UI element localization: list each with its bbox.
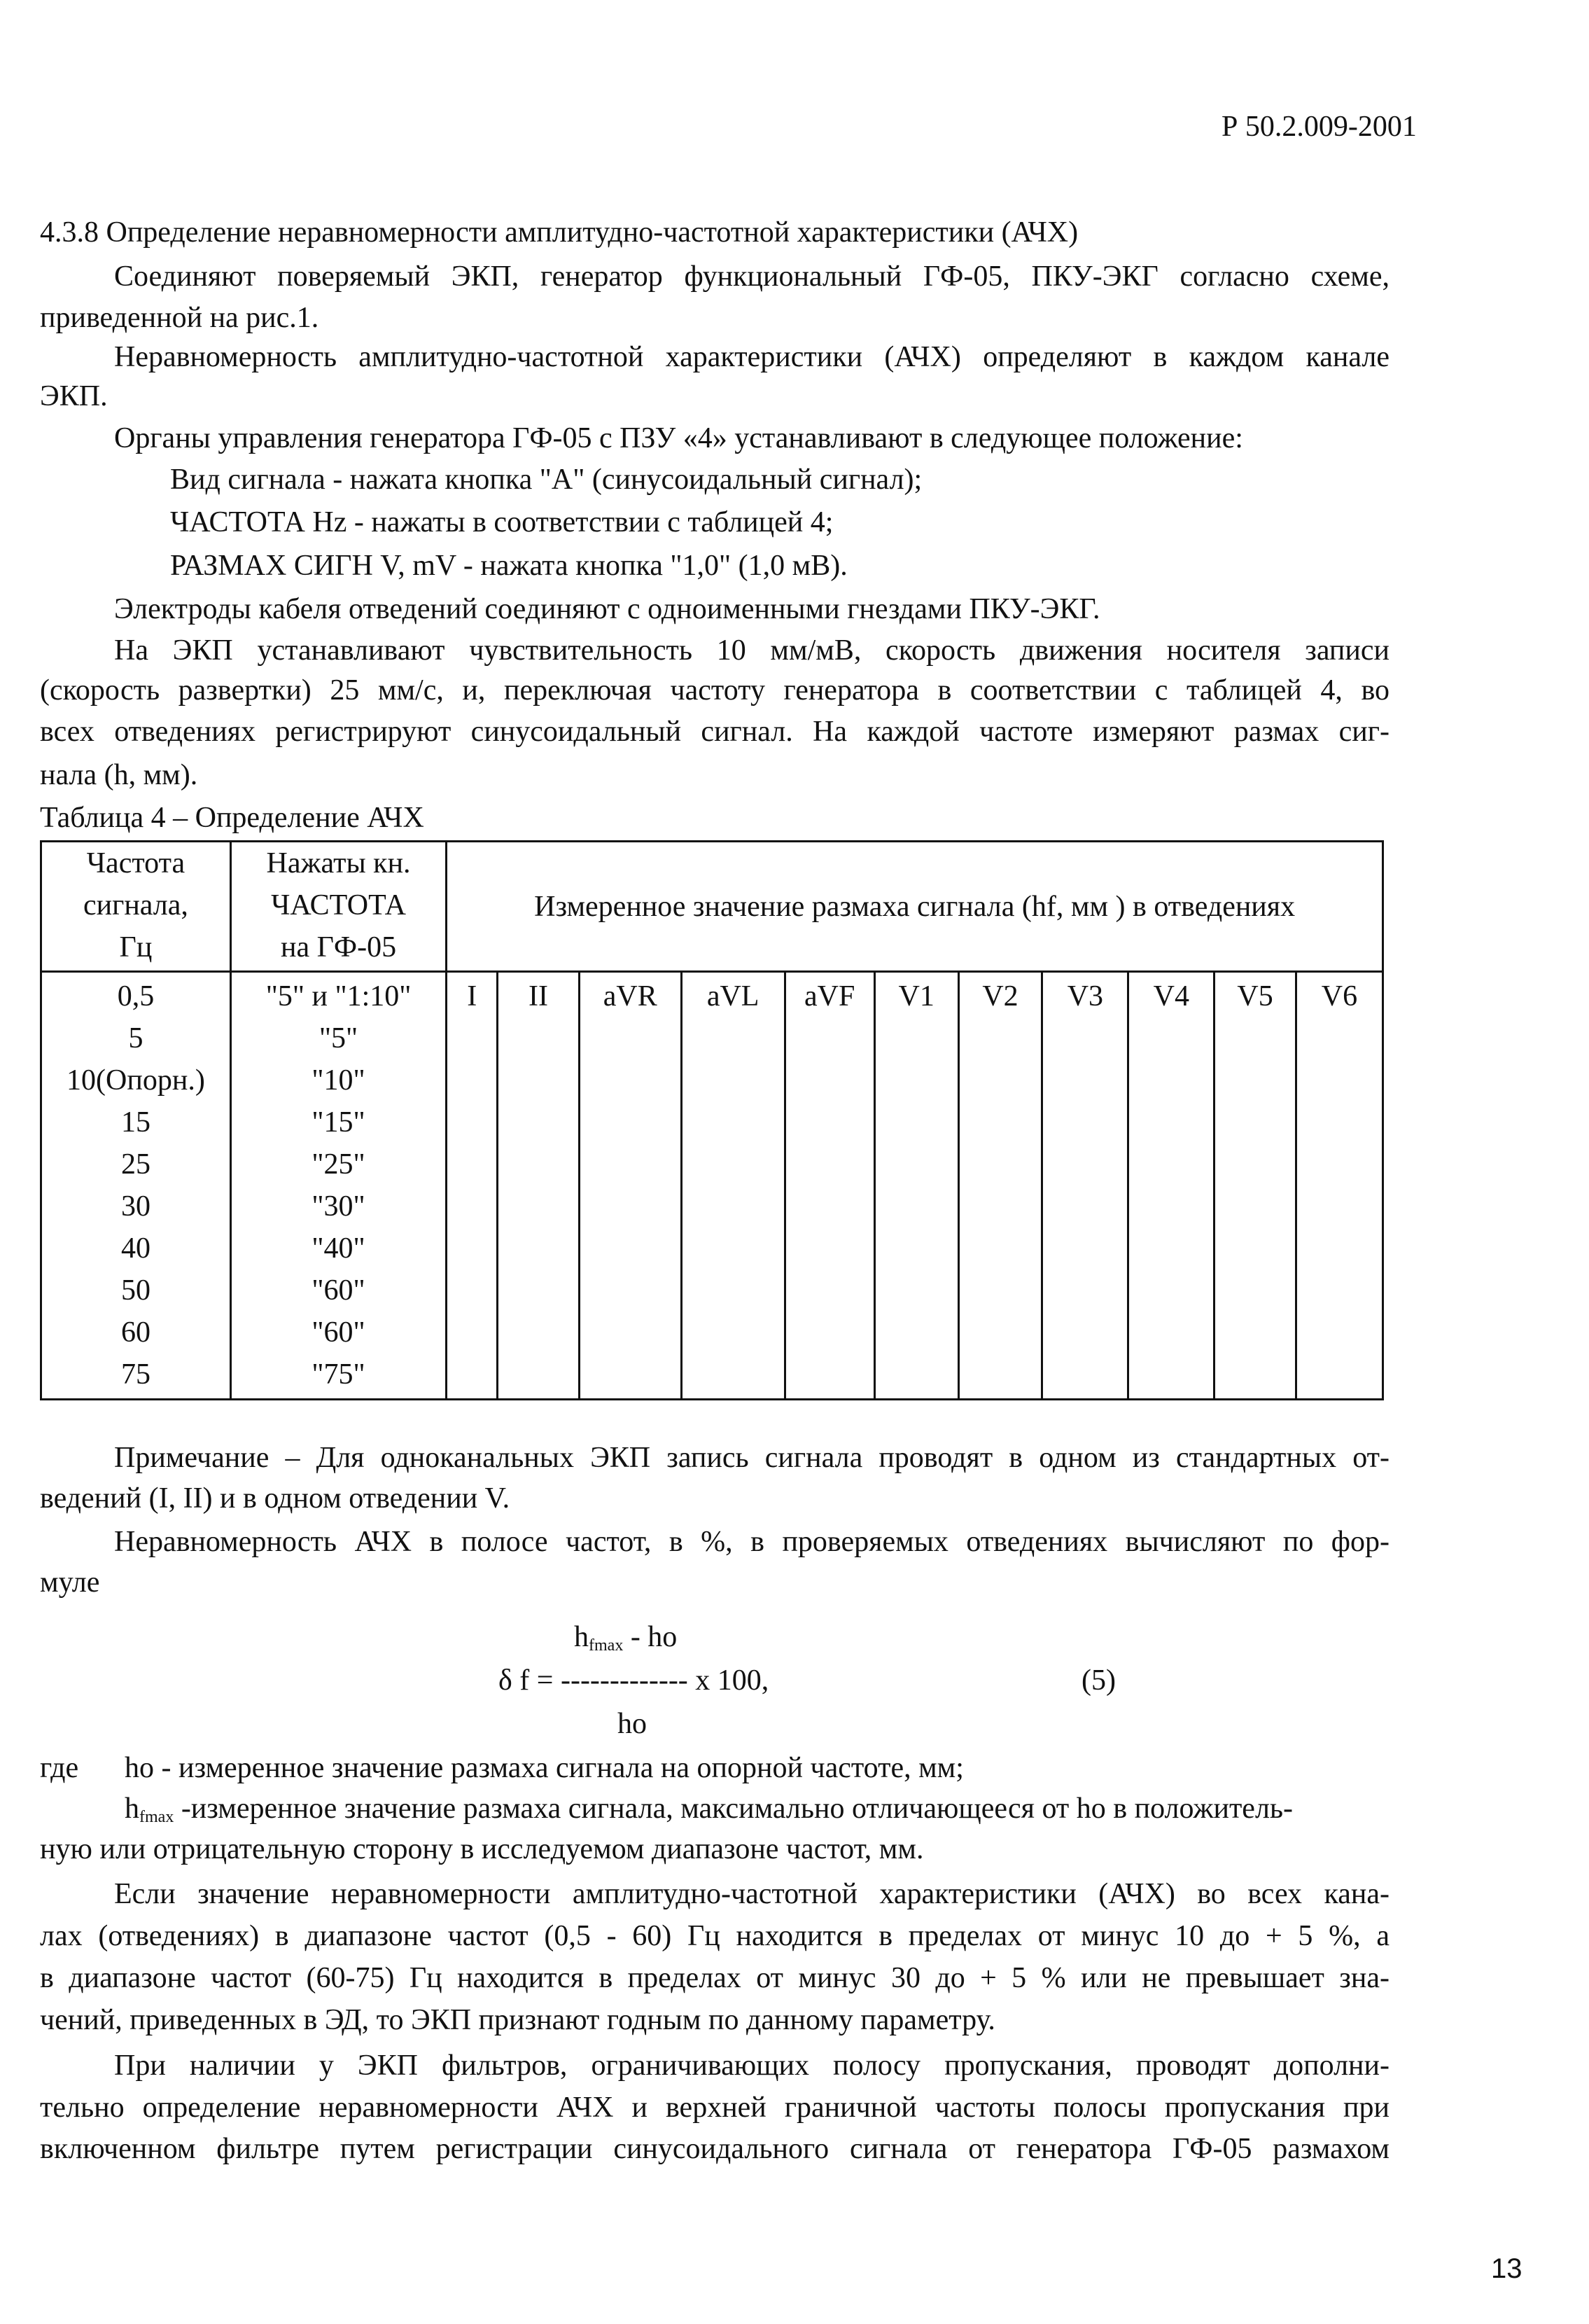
paragraph-7-line-1: Если значение неравномерности амплитудно-частотной характеристики (АЧХ) во всех кана-	[114, 1878, 1390, 1910]
document-code: Р 50.2.009-2001	[1222, 111, 1417, 143]
table-caption: Таблица 4 – Определение АЧХ	[40, 802, 424, 834]
lead-i: I	[447, 972, 498, 1400]
table-body-row	[41, 972, 1383, 1400]
page-number: 13	[1491, 2253, 1522, 2284]
button-value: "5"	[318, 1022, 358, 1055]
list-item-amplitude: РАЗМАХ СИГН V, mV - нажата кнопка "1,0" (1,0 мВ).	[170, 550, 848, 582]
header-measured-value: Измеренное значение размаха сигнала (hf, мм ) в отведениях	[447, 842, 1383, 972]
hfmax-definition-line-1: $h_{fmax}$ -измеренное значение размаха сигнала, максимально отличающееся от ho в положитель-	[125, 1793, 1294, 1826]
list-item-frequency: ЧАСТОТА Hz - нажаты в соответствии с таблицей 4;	[170, 506, 834, 538]
paragraph-5-line-3: всех отведениях регистрируют синусоидальный сигнал. На каждой частоте измеряют размах сиг-	[40, 716, 1390, 748]
paragraph-8-line-2: тельно определение неравномерности АЧХ и верхней граничной частоты полосы пропускания при	[40, 2092, 1390, 2124]
frequency-value: 0,5	[117, 980, 155, 1013]
lead-v6: V6	[1296, 972, 1382, 1400]
paragraph-5-line-1: На ЭКП устанавливают чувствительность 10 мм/мВ, скорость движения носителя записи	[114, 634, 1390, 667]
lead-avl: aVL	[681, 972, 785, 1400]
paragraph-2-line-2: ЭКП.	[40, 380, 108, 412]
lead-avr: aVR	[579, 972, 681, 1400]
paragraph-8-line-1: При наличии у ЭКП фильтров, ограничивающих полосу пропускания, проводят дополни-	[114, 2050, 1390, 2082]
button-value: "30"	[312, 1190, 365, 1223]
list-item-signal-type: Вид сигнала - нажата кнопка "А" (синусоидальный сигнал);	[170, 464, 923, 496]
formula-main-line: δ f = ------------- x 100,	[498, 1664, 769, 1697]
table-header-row	[41, 842, 1383, 972]
button-value: "40"	[312, 1232, 365, 1265]
formula-number: (5)	[1082, 1664, 1116, 1697]
paragraph-7-line-4: чений, приведенных в ЭД, то ЭКП признают годным по данному параметру.	[40, 2004, 995, 2036]
frequency-value: 40	[120, 1232, 150, 1265]
button-value: "60"	[312, 1274, 365, 1307]
paragraph-1-line-1: Соединяют поверяемый ЭКП, генератор функциональный ГФ-05, ПКУ-ЭКГ согласно схеме,	[114, 260, 1390, 293]
formula-numerator: $h_{fmax}$ - ho	[574, 1621, 678, 1655]
frequency-value: 15	[120, 1106, 150, 1139]
where-prefix: где	[40, 1752, 79, 1784]
button-value: "10"	[312, 1064, 365, 1097]
button-column	[230, 972, 446, 1400]
paragraph-7-line-3: в диапазоне частот (60-75) Гц находится в пределах от минус 30 до + 5 % или не превышает зна-	[40, 1962, 1390, 1994]
fraction-bar: -------------	[560, 1664, 688, 1697]
frequency-value: 10(Опорн.)	[66, 1064, 205, 1097]
frequency-value: 5	[128, 1022, 144, 1055]
button-value: "15"	[312, 1106, 365, 1139]
lead-v1: V1	[874, 972, 958, 1400]
paragraph-4: Электроды кабеля отведений соединяют с одноименными гнездами ПКУ-ЭКГ.	[114, 593, 1100, 625]
paragraph-8-line-3: включенном фильтре путем регистрации синусоидального сигнала от генератора ГФ-05 размахом	[40, 2133, 1390, 2165]
frequency-column	[41, 972, 231, 1400]
hfmax-definition-line-2: ную или отрицательную сторону в исследуемом диапазоне частот, мм.	[40, 1833, 924, 1865]
header-button: Нажаты кн. ЧАСТОТА на ГФ-05	[230, 842, 446, 972]
frequency-value: 25	[120, 1148, 150, 1181]
paragraph-7-line-2: лах (отведениях) в диапазоне частот (0,5 - 60) Гц находится в пределах от минус 10 до + 5 %, а	[40, 1920, 1390, 1952]
button-value: "60"	[312, 1316, 365, 1349]
lead-ii: II	[498, 972, 580, 1400]
note-line-1: Примечание – Для одноканальных ЭКП запись сигнала проводят в одном из стандартных от-	[114, 1442, 1390, 1474]
frequency-value: 75	[120, 1358, 150, 1391]
lead-avf: aVF	[785, 972, 874, 1400]
frequency-value: 30	[120, 1190, 150, 1223]
paragraph-5-line-4: нала (h, мм).	[40, 759, 198, 791]
note-line-2: ведений (I, II) и в одном отведении V.	[40, 1482, 510, 1515]
lead-v2: V2	[958, 972, 1042, 1400]
button-value: "75"	[312, 1358, 365, 1391]
lead-v3: V3	[1042, 972, 1128, 1400]
ho-definition: ho - измеренное значение размаха сигнала на опорной частоте, мм;	[125, 1752, 964, 1784]
button-value: "5" и "1:10"	[265, 980, 412, 1013]
paragraph-1-line-2: приведенной на рис.1.	[40, 302, 319, 334]
section-heading: 4.3.8 Определение неравномерности амплитудно-частотной характеристики (АЧХ)	[40, 216, 1079, 249]
frequency-value: 60	[120, 1316, 150, 1349]
paragraph-2-line-1: Неравномерность амплитудно-частотной характеристики (АЧХ) определяют в каждом канале	[114, 341, 1390, 373]
paragraph-6-line-1: Неравномерность АЧХ в полосе частот, в %, в проверяемых отведениях вычисляют по фор-	[114, 1526, 1390, 1558]
formula-denominator: ho	[617, 1708, 647, 1740]
header-frequency: Частота сигнала, Гц	[41, 842, 231, 972]
lead-v5: V5	[1214, 972, 1296, 1400]
paragraph-3: Органы управления генератора ГФ-05 с ПЗУ «4» устанавливают в следующее положение:	[114, 422, 1243, 454]
paragraph-5-line-2: (скорость развертки) 25 мм/с, и, переключая частоту генератора в соответствии с таблицей 4, во	[40, 674, 1390, 707]
frequency-response-table	[40, 840, 1384, 1400]
paragraph-6-line-2: муле	[40, 1566, 100, 1599]
frequency-value: 50	[120, 1274, 150, 1307]
button-value: "25"	[312, 1148, 365, 1181]
lead-v4: V4	[1128, 972, 1214, 1400]
